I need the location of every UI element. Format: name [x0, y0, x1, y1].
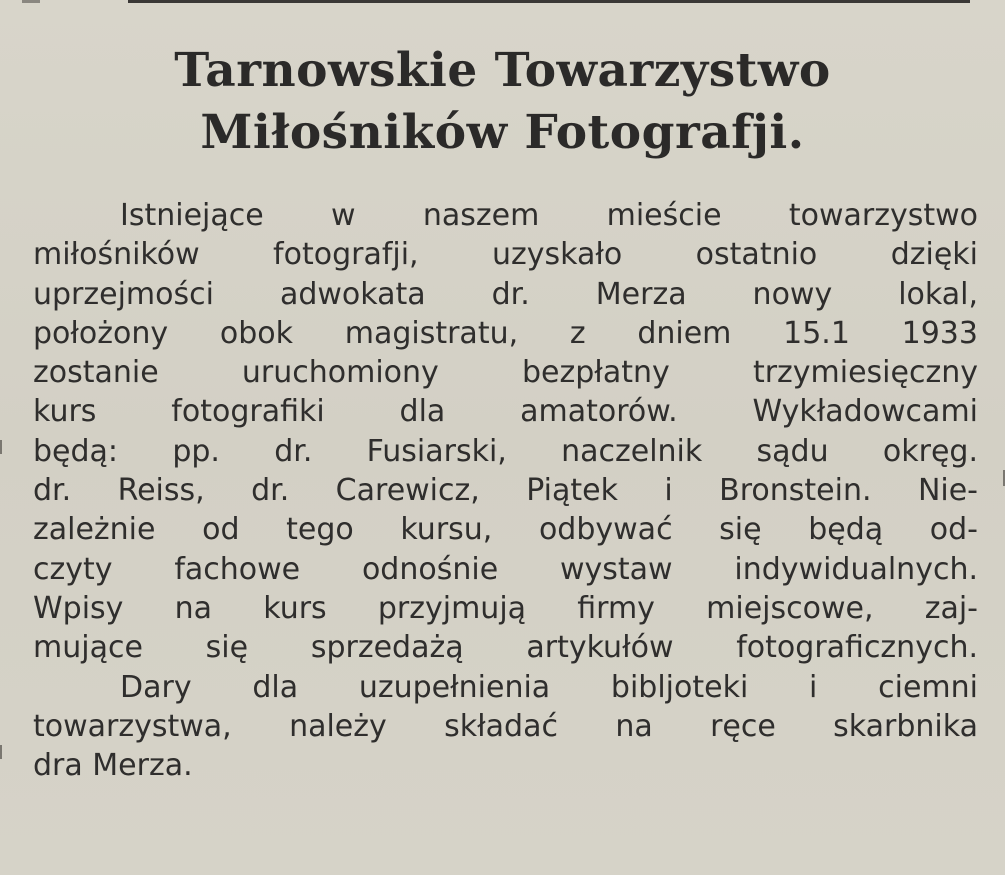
body-line: położony obok magistratu, z dniem 15.1 1933 [33, 315, 978, 351]
body-line: zależnie od tego kursu, odbywać się będą od- [33, 512, 978, 548]
body-line: mujące się sprzedażą artykułów fotograficznych. [33, 630, 978, 666]
top-rule-divider [128, 0, 970, 3]
article-headline [0, 40, 1005, 164]
headline-line: Tarnowskie Towarzystwo [174, 43, 831, 98]
body-line: Dary dla uzupełnienia bibljoteki i ciemni [120, 669, 978, 705]
left-edge-mark [0, 440, 2, 454]
body-line: uprzejmości adwokata dr. Merza nowy lokal, [33, 276, 978, 312]
body-line: będą: pp. dr. Fusiarski, naczelnik sądu okręg. [33, 433, 978, 469]
body-line: Wpisy na kurs przyjmują firmy miejscowe, zaj- [33, 590, 978, 626]
body-line: czyty fachowe odnośnie wystaw indywidualnych. [33, 551, 978, 587]
body-line: zostanie uruchomiony bezpłatny trzymiesięczny [33, 355, 978, 391]
body-line: miłośników fotografji, uzyskało ostatnio dzięki [33, 237, 978, 273]
body-line: dra Merza. [33, 748, 193, 784]
body-line: kurs fotografiki dla amatorów. Wykładowcami [33, 394, 978, 430]
body-line: towarzystwa, należy składać na ręce skarbnika [33, 708, 978, 744]
article-body [33, 196, 978, 785]
headline-line: Miłośników Fotografji. [200, 105, 805, 160]
top-left-mark [22, 0, 40, 3]
body-line: Istniejące w naszem mieście towarzystwo [120, 198, 978, 233]
body-line: dr. Reiss, dr. Carewicz, Piątek i Bronstein. Nie- [33, 473, 978, 509]
left-edge-mark [0, 745, 2, 759]
